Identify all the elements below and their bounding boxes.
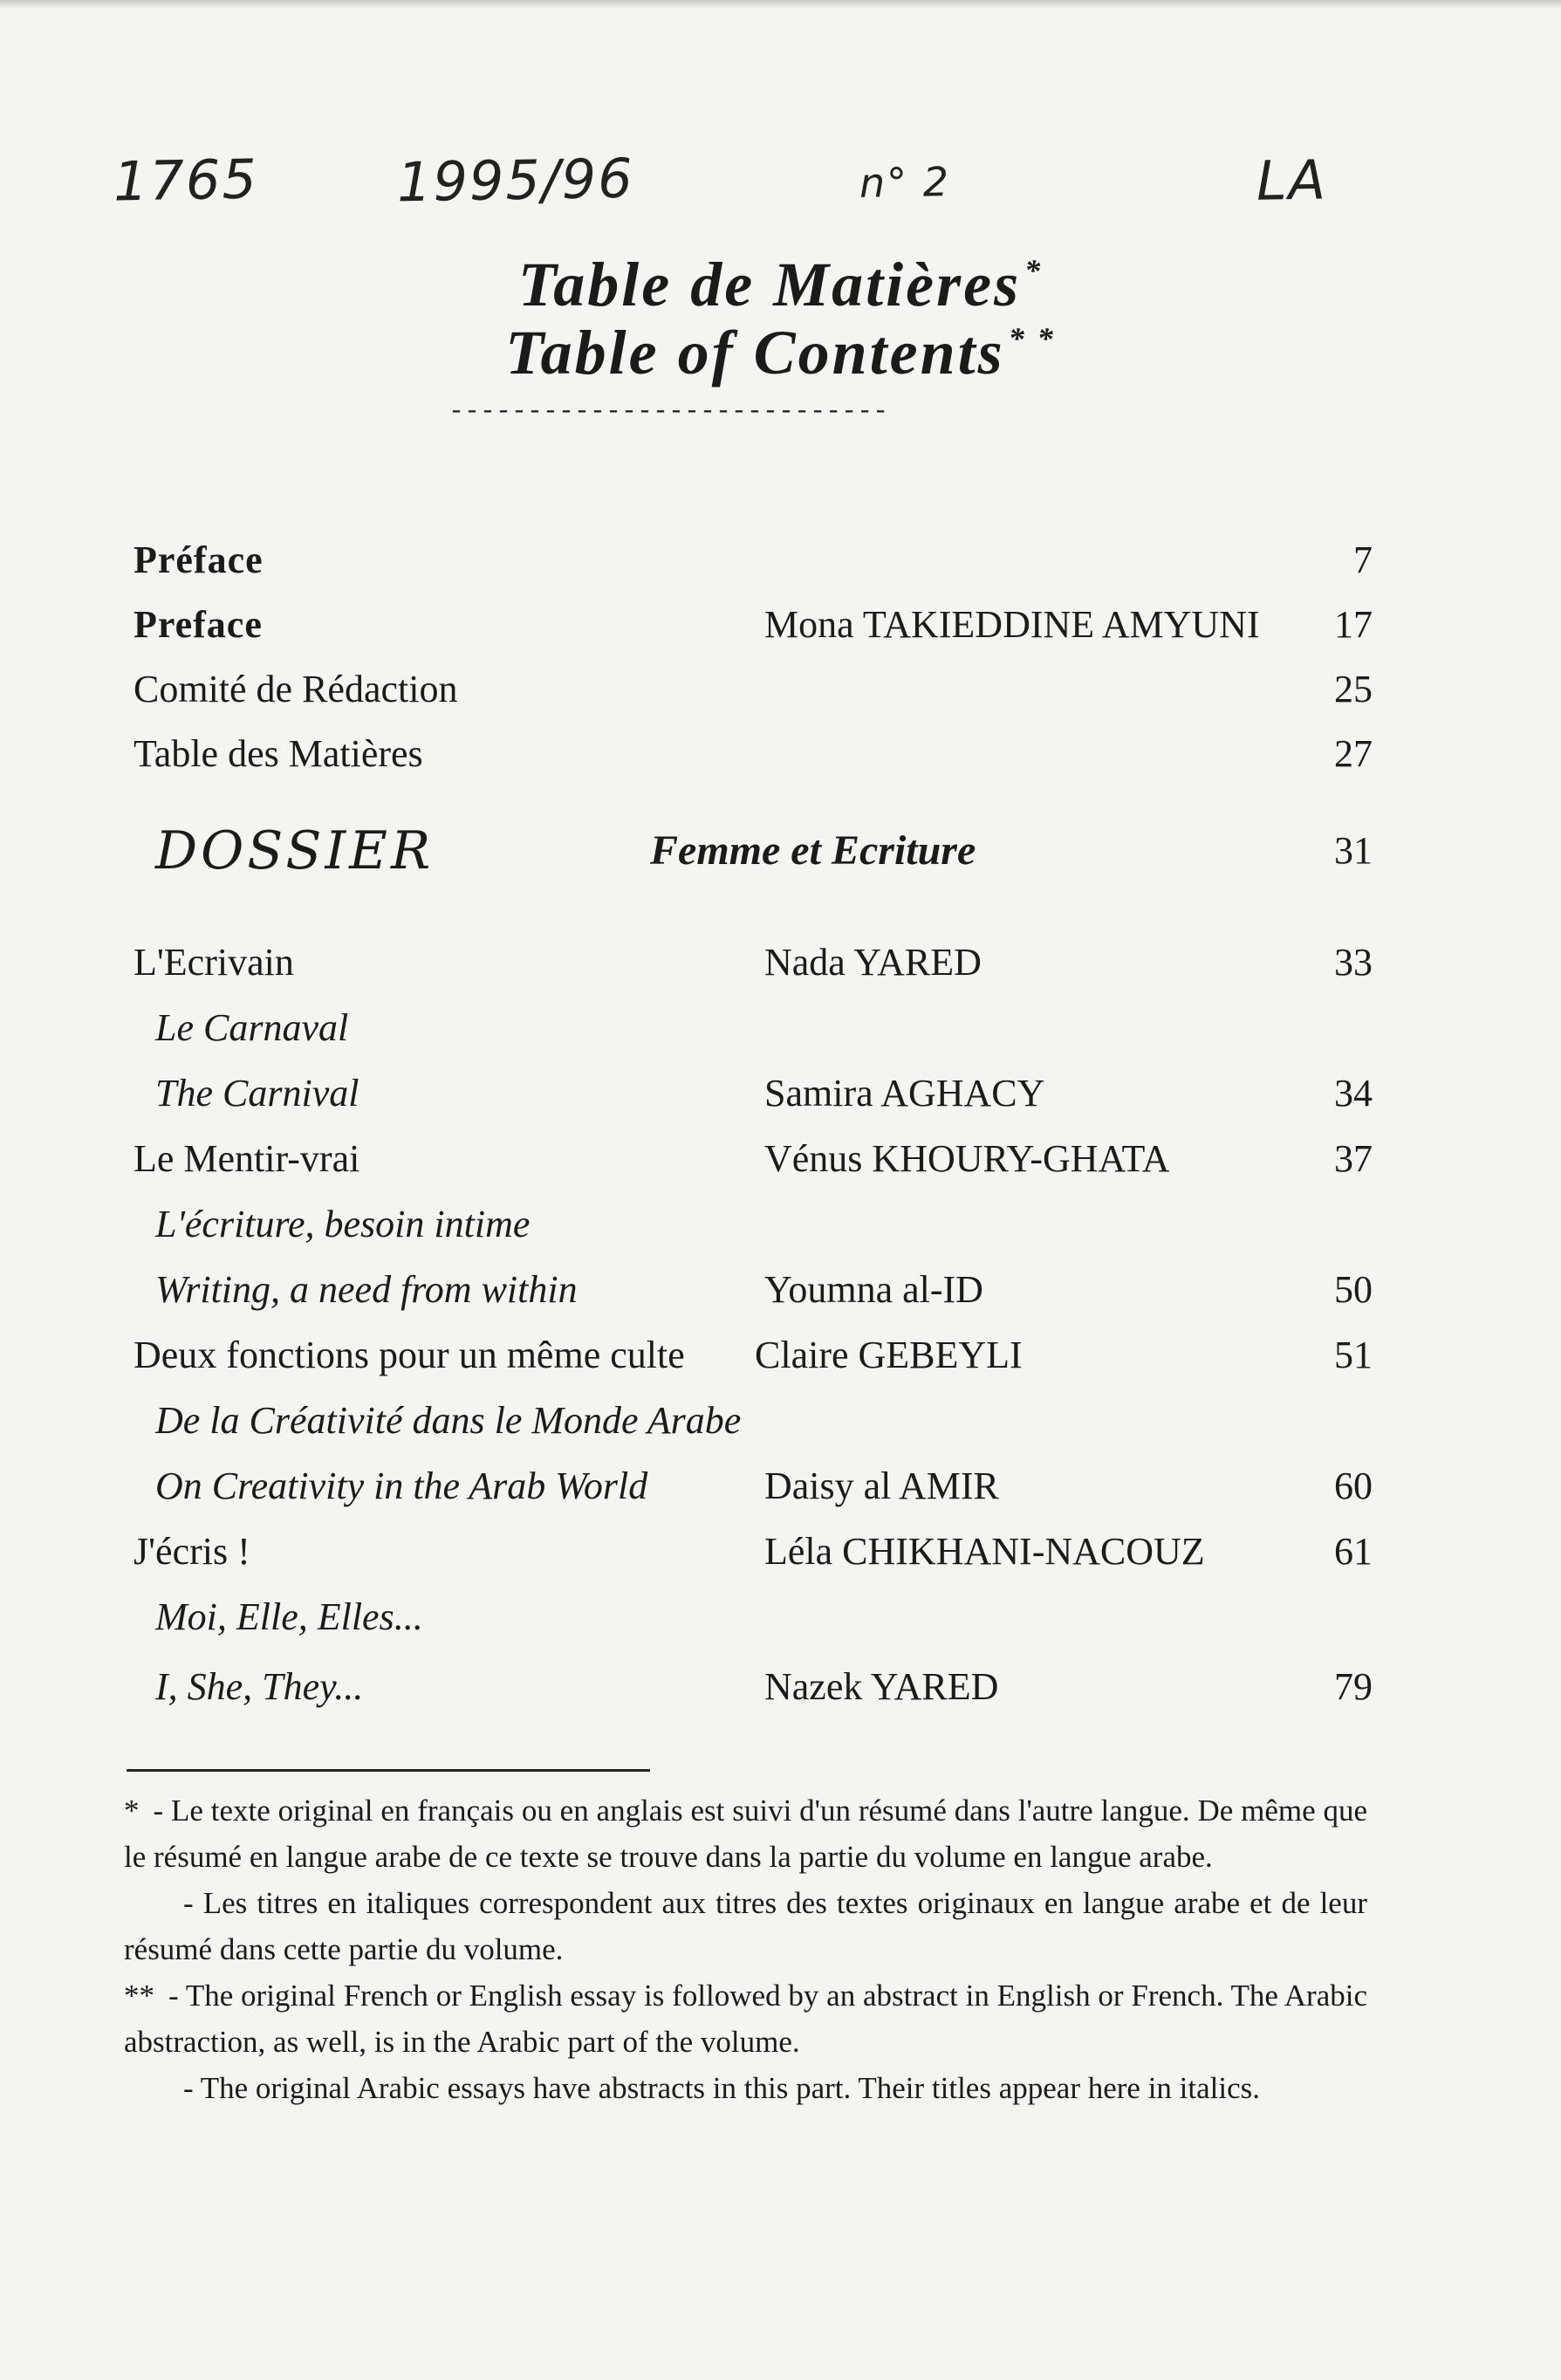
footnote-1 [124,1787,1367,1880]
footnote-2-mark: ** [124,1979,154,2013]
toc-entry [134,1395,1373,1447]
entry-page: 27 [1334,732,1373,775]
entry-title: I, She, They... [155,1665,364,1708]
entry-author: Nazek YARED [764,1665,999,1708]
entry-page: 25 [1334,668,1373,710]
footnotes [124,1787,1367,2111]
entry-title: J'écris ! [134,1530,250,1573]
entry-title: Writing, a need from within [155,1268,578,1311]
entry-page: 51 [1334,1334,1373,1376]
toc-entry [134,1526,1373,1578]
toc-entry [134,1460,1373,1512]
toc-entry [134,663,1373,716]
dossier-heading [134,816,1373,886]
entry-page: 60 [1334,1464,1373,1507]
entry-page: 34 [1334,1072,1373,1115]
footnote-1-text: - Le texte original en français ou en anglais est suivi d'un résumé dans l'autre langue. De même que le résumé en langue arabe de ce texte se trouve dans la partie du volume en langue arabe. [124,1794,1367,1874]
entry-author: Nada YARED [764,941,982,984]
dossier-theme: Femme et Ecriture [650,827,976,874]
entry-title: Deux fonctions pour un même culte [134,1334,685,1376]
entry-page: 33 [1334,941,1373,984]
handwritten-years: 1995/96 [396,146,635,215]
handwritten-code: LA [1256,147,1328,213]
entry-author: Claire GEBEYLI [755,1334,1023,1376]
entry-title: De la Créativité dans le Monde Arabe [155,1399,742,1442]
entry-author: Mona TAKIEDDINE AMYUNI [764,603,1260,646]
toc-entry [134,1661,1373,1713]
entry-title: Préface [134,538,264,581]
toc-entry [134,1002,1373,1054]
handwritten-issue: n° 2 [859,158,951,207]
entry-author: Vénus KHOURY-GHATA [764,1137,1170,1180]
entry-page: 37 [1334,1137,1373,1180]
entry-author: Daisy al AMIR [764,1464,999,1507]
entry-title: On Creativity in the Arab World [155,1464,648,1507]
toc-entry [134,534,1373,586]
toc-entry [134,1198,1373,1251]
footnote-1b: - Les titres en italiques correspondent aux titres des textes originaux en langue arabe et de leur résumé dans cette partie du volume. [124,1886,1367,1966]
entry-title: Le Carnaval [155,1006,349,1049]
title-french-mark: * [1024,253,1044,288]
toc-entry [134,1329,1373,1382]
toc-entry [134,1591,1373,1643]
entry-page: 7 [1353,538,1373,581]
entry-author: Samira AGHACY [764,1072,1045,1115]
title-english [0,318,1561,388]
footnote-2-text: - The original French or English essay is followed by an abstract in English or French. The Arabic abstraction, as well, is in the Arabic part of the volume. [124,1979,1367,2059]
footnote-2b: - The original Arabic essays have abstracts in this part. Their titles appear here in italics. [183,2071,1261,2105]
toc-entry [134,1264,1373,1316]
toc-entry [134,728,1373,780]
toc-entry [134,1067,1373,1120]
dossier-label: DOSSIER [155,820,435,881]
entry-title: Table des Matières [134,732,423,775]
entry-author: Youmna al-ID [764,1268,983,1311]
title-english-text: Table of Contents [505,318,1005,388]
footnote-1-mark: * [124,1794,140,1828]
dossier-page: 31 [1334,829,1373,872]
entry-page: 61 [1334,1530,1373,1573]
entry-title: Comité de Rédaction [134,668,458,710]
entry-title: Moi, Elle, Elles... [155,1595,423,1638]
entry-author: Léla CHIKHANI-NACOUZ [764,1530,1205,1573]
entry-page: 17 [1334,603,1373,646]
entry-page: 79 [1334,1665,1373,1708]
page-edge [0,0,1561,9]
footnote-rule [127,1769,650,1772]
entry-page: 50 [1334,1268,1373,1311]
entry-title: The Carnival [155,1072,359,1115]
entry-title: Preface [134,603,263,646]
title-divider: ---------------------------- [448,397,889,427]
toc-entry [134,599,1373,651]
title-french [0,250,1561,319]
handwritten-catalog-number: 1765 [113,147,259,214]
entry-title: Le Mentir-vrai [134,1137,360,1180]
footnote-2 [124,1972,1367,2065]
title-french-text: Table de Matières [517,250,1022,319]
toc-entry [134,1133,1373,1185]
title-english-mark: * * [1008,321,1056,356]
toc-entry [134,936,1373,989]
entry-title: L'Ecrivain [134,941,294,984]
entry-title: L'écriture, besoin intime [155,1203,531,1245]
